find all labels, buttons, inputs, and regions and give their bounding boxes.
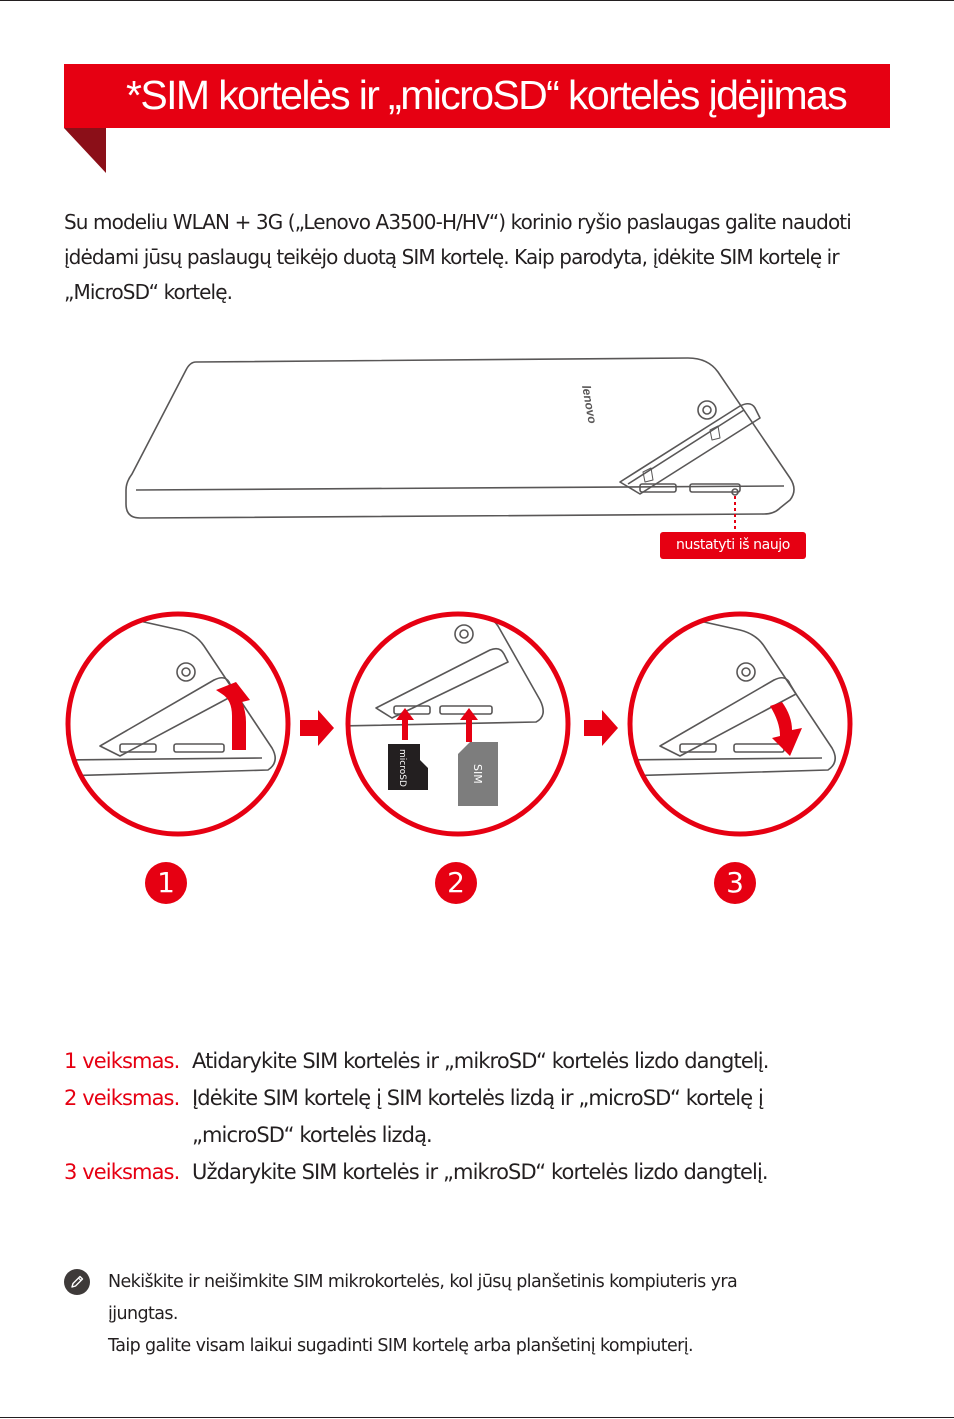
next-arrow-icon (584, 710, 618, 746)
step-label: 3 veiksmas. (64, 1160, 180, 1184)
step-text: Uždarykite SIM kortelės ir „mikroSD“ kortelės lizdo dangtelį. (192, 1160, 768, 1184)
step-text: Atidarykite SIM kortelės ir „mikroSD“ kortelės lizdo dangtelį. (192, 1049, 769, 1073)
next-arrow-icon (300, 710, 334, 746)
steps-list (64, 1043, 884, 1191)
step-item (64, 1154, 884, 1191)
top-rule (0, 0, 954, 1)
page-title: *SIM kortelės ir „microSD“ kortelės įdėjimas (126, 72, 847, 118)
pencil-icon (64, 1269, 90, 1295)
tablet-back-illustration (0, 340, 954, 530)
step-number-2: 2 (435, 862, 477, 904)
banner-fold (64, 128, 108, 174)
step-text: Įdėkite SIM kortelę į SIM kortelės lizdą ir „microSD“ kortelę į (192, 1086, 763, 1110)
steps-illustration (0, 600, 954, 850)
step-text-continued: „microSD“ kortelės lizdą. (192, 1123, 432, 1147)
bottom-rule (0, 1417, 954, 1418)
step-label: 2 veiksmas. (64, 1086, 180, 1110)
reset-button-label: nustatyti iš naujo (660, 532, 806, 559)
note-line: Nekiškite ir neišimkite SIM mikrokortelės, kol jūsų planšetinis kompiuteris yra (108, 1272, 738, 1292)
step-number-1: 1 (145, 862, 187, 904)
step-item (64, 1080, 884, 1154)
note-line: Taip galite visam laikui sugadinti SIM kortelę arba planšetinį kompiuterį. (108, 1336, 693, 1356)
microsd-card (388, 744, 428, 790)
open-arrow-icon (216, 682, 250, 750)
sim-label: SIM (471, 764, 484, 784)
intro-paragraph: Su modeliu WLAN + 3G („Lenovo A3500-H/HV“) korinio ryšio paslaugas galite naudoti įdėdami jūsų paslaugų teikėjo duotą SIM kortelę. Kaip parodyta, įdėkite SIM kortelę ir „MicroSD“ kortelę. (64, 210, 851, 304)
brand-logo: lenovo (579, 384, 600, 425)
note-line: įjungtas. (108, 1304, 178, 1324)
microsd-label: microSD (397, 749, 407, 787)
step-number-3: 3 (714, 862, 756, 904)
step-item (64, 1043, 884, 1080)
close-arrow-icon (770, 702, 802, 756)
step-label: 1 veiksmas. (64, 1049, 180, 1073)
